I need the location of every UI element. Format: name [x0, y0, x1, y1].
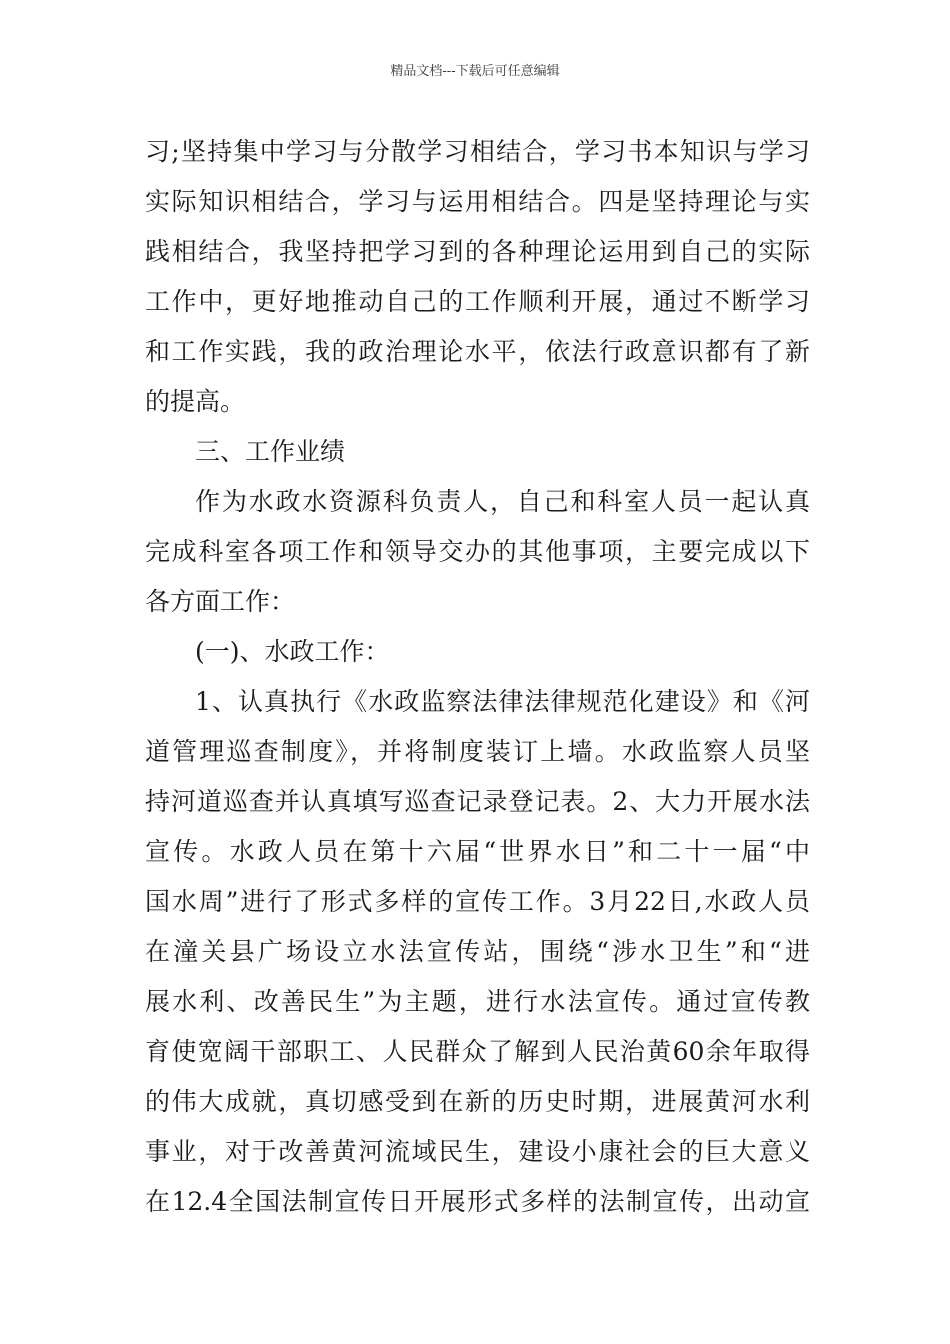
text-line: 的伟大成就，真切感受到在新的历史时期，进展黄河水利: [145, 1087, 810, 1116]
text-line: 完成科室各项工作和领导交办的其他事项，主要完成以下: [145, 537, 810, 566]
text-line: 和工作实践，我的政治理论水平，依法行政意识都有了新: [145, 337, 810, 366]
page-header: 精品文档---下载后可任意编辑: [390, 64, 560, 79]
text-line: 实际知识相结合，学习与运用相结合。四是坚持理论与实: [145, 187, 810, 216]
text-line: 育使宽阔干部职工、人民群众了解到人民治黄60余年取得: [145, 1037, 810, 1066]
text-line: 各方面工作：: [145, 587, 296, 616]
text-line: 践相结合，我坚持把学习到的各种理论运用到自己的实际: [145, 237, 810, 266]
text-line: 事业，对于改善黄河流域民生，建设小康社会的巨大意义: [145, 1137, 810, 1166]
subsection-heading: (一)、水政工作：: [195, 637, 390, 666]
text-line: 国水周”进行了形式多样的宣传工作。3月22日,水政人员: [145, 887, 810, 916]
text-line: 持河道巡查并认真填写巡查记录登记表。2、大力开展水法: [145, 787, 810, 816]
text-line: 工作中，更好地推动自己的工作顺利开展，通过不断学习: [145, 287, 810, 316]
text-line: 作为水政水资源科负责人，自己和科室人员一起认真: [195, 487, 810, 516]
text-line: 习;坚持集中学习与分散学习相结合，学习书本知识与学习: [145, 137, 810, 166]
text-line: 在潼关县广场设立水法宣传站，围绕“涉水卫生”和“进: [145, 937, 810, 966]
text-line: 道管理巡查制度》，并将制度装订上墙。水政监察人员坚: [145, 737, 810, 766]
text-line: 在12.4全国法制宣传日开展形式多样的法制宣传，出动宣: [145, 1187, 810, 1216]
text-line: 的提高。: [145, 387, 246, 416]
document-body: [145, 127, 810, 1227]
text-line: 宣传。水政人员在第十六届“世界水日”和二十一届“中: [145, 837, 810, 866]
text-line: 1、认真执行《水政监察法律法律规范化建设》和《河: [195, 687, 810, 716]
section-heading: 三、工作业绩: [195, 437, 346, 466]
text-line: 展水利、改善民生”为主题，进行水法宣传。通过宣传教: [145, 987, 810, 1016]
